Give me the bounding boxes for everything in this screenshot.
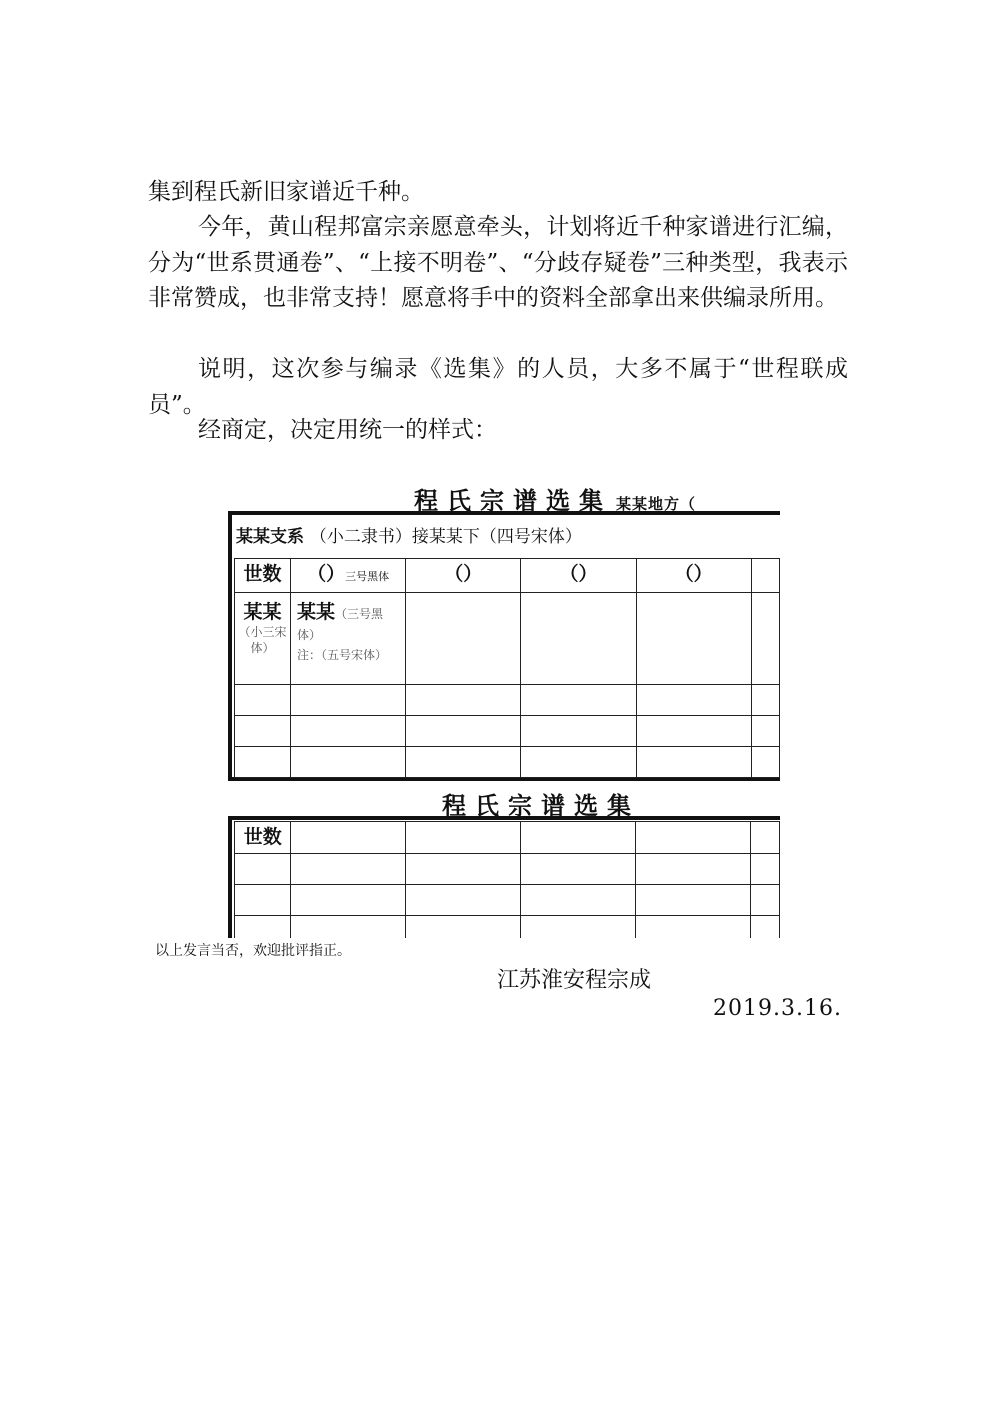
header-col-3: （） xyxy=(521,559,636,593)
header-col-1: （）三号黑体 xyxy=(291,559,406,593)
header-col-5 xyxy=(751,559,779,593)
paragraph-proposal: 今年，黄山程邦富宗亲愿意牵头，计划将近千种家谱进行汇编，分为“世系贯通卷”、“上接不明卷”、“分歧存疑卷”三种类型，我表示非常赞成，也非常支持！愿意将手中的资料全部拿出来供编录所用。 xyxy=(148,214,848,311)
header-col-2: （） xyxy=(406,559,521,593)
paragraph-continuation: 集到程氏新旧家谱近千种。 xyxy=(148,179,424,205)
sample-branch-line xyxy=(236,522,776,550)
sample-title-2: 程氏宗谱选集 xyxy=(442,792,640,820)
branch-sub: （小二隶书）接某某下（四号宋体） xyxy=(309,527,582,547)
main-person-cell xyxy=(291,593,406,685)
header-generation: 世数 xyxy=(235,559,291,593)
row-name: 某某 xyxy=(243,601,282,623)
signature: 江苏淮安程宗成 xyxy=(497,968,652,993)
main-note-1: （三号黑体） xyxy=(297,607,384,642)
header-col-4: （） xyxy=(636,559,751,593)
sample-table-top xyxy=(234,558,780,778)
header-generation-2: 世数 xyxy=(235,822,291,854)
row-name-note: （小三宋体） xyxy=(238,625,287,655)
format-sample-image xyxy=(228,478,780,938)
main-note-2: 注：（五号宋体） xyxy=(297,648,388,662)
caption-closing: 以上发言当否，欢迎批评指正。 xyxy=(155,943,351,959)
sample-table-bottom xyxy=(234,821,780,938)
paragraph-note: 说明，这次参与编录《选集》的人员，大多不属于“世程联成员”。 xyxy=(148,356,848,418)
date: 2019.3.16. xyxy=(713,996,842,1021)
sample-place: 某某地方（ xyxy=(616,495,697,513)
row-name-cell xyxy=(235,593,291,685)
paragraph-format: 经商定，决定用统一的样式： xyxy=(198,417,497,443)
main-name: 某某 xyxy=(297,601,336,623)
sample-title-text: 程氏宗谱选集 xyxy=(414,487,612,515)
branch-label: 某某支系 xyxy=(236,527,304,547)
